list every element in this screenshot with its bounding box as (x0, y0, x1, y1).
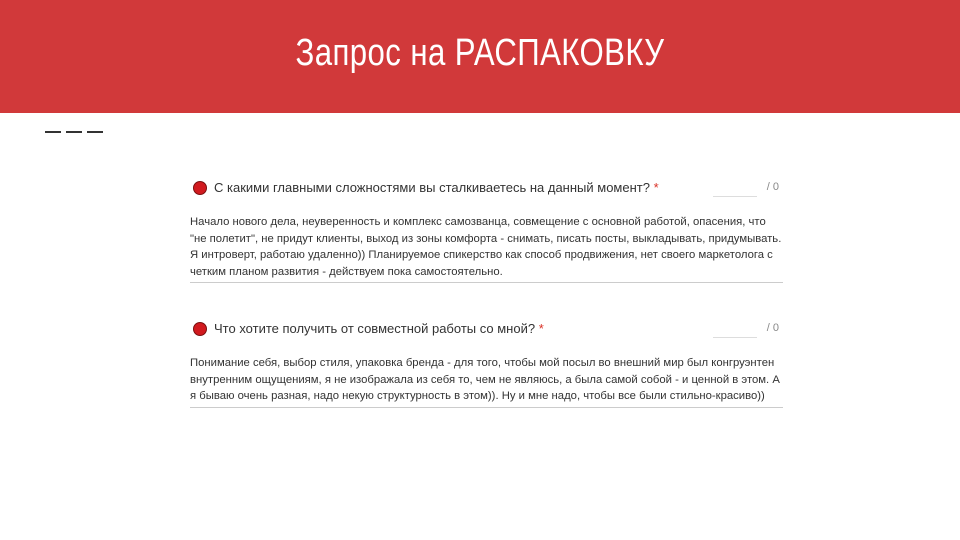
score-input[interactable] (713, 337, 757, 338)
answer-text: Начало нового дела, неуверенность и комплекс самозванца, совмещение с основной работой, опасения, что "не полетит", не придут клиенты, выход из зоны комфорта - снимать, писать посты, выкладывать, придумывать. Я интроверт, работаю удаленно)) Планируемое спикерство как способ продвижения, нет своего маркетолога с четким планом развития - действуем пока самостоятельно. (190, 214, 783, 283)
score-input[interactable] (713, 196, 757, 197)
score-label: / 0 (766, 181, 779, 193)
header-banner (0, 0, 960, 113)
decorative-dashes (45, 131, 103, 133)
question-text: С какими главными сложностями вы сталкиваетесь на данный момент? * (214, 180, 659, 195)
question-text: Что хотите получить от совместной работы со мной? * (214, 321, 544, 336)
page-title: Запрос на РАСПАКОВКУ (295, 32, 665, 74)
question-1 (190, 178, 783, 283)
score-label: / 0 (766, 322, 779, 334)
question-2 (190, 319, 783, 408)
red-dot-icon (193, 322, 207, 336)
answer-text: Понимание себя, выбор стиля, упаковка бренда - для того, чтобы мой посыл во внешний мир был конгруэнтен внутренним ощущениям, я не изображала из себя то, чем не являюсь, а была самой собой - и ценной в этом. А я бываю очень разная, надо некую структурность в этом)). Ну и мне надо, чтобы все были стильно-красиво)) (190, 355, 783, 408)
red-dot-icon (193, 181, 207, 195)
